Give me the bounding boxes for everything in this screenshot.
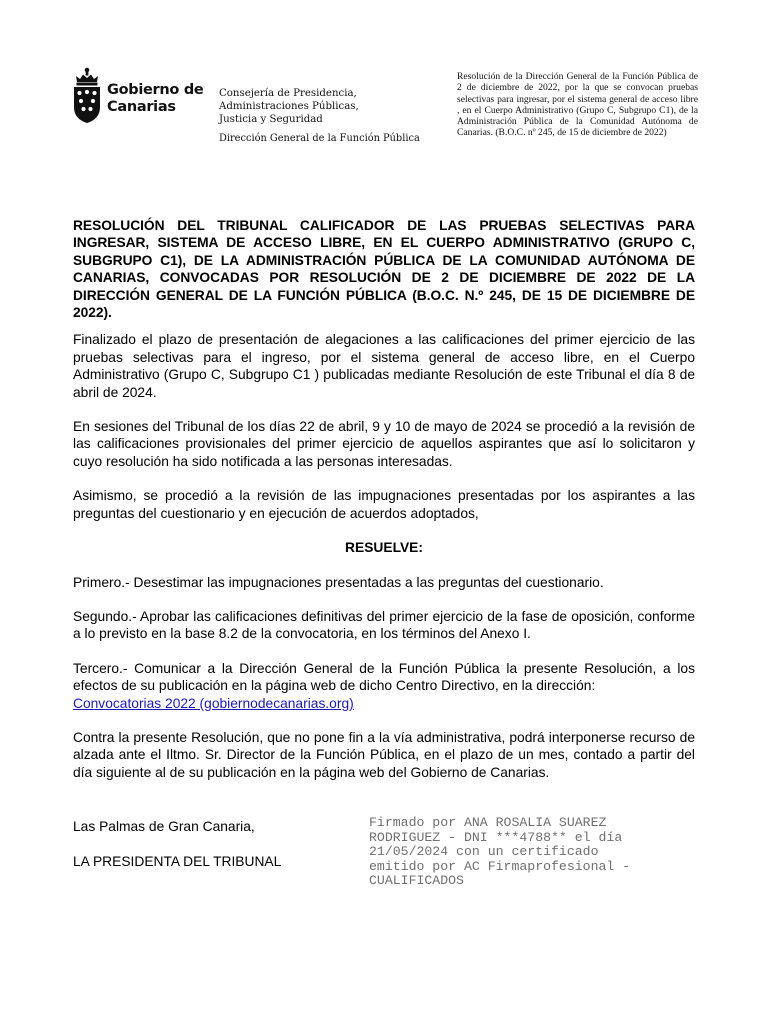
signing-place: Las Palmas de Gran Canaria, bbox=[73, 819, 255, 834]
canarias-coat-of-arms-icon bbox=[70, 66, 104, 124]
paragraph-1: Finalizado el plazo de presentación de alegaciones a las calificaciones del primer ejercicio de las pruebas selectivas para el ingreso, por el sistema general de acceso libre, en el Cuerpo Administrativo (Grupo C, Subgrupo C1 ) publicadas mediante Resolución de este Tribunal el día 8 de abril de 2024. bbox=[73, 332, 695, 400]
convocatorias-link[interactable]: Convocatorias 2022 (gobiernodecanarias.org) bbox=[73, 695, 354, 711]
document-body bbox=[73, 217, 695, 798]
resolution-tercero bbox=[73, 660, 695, 712]
recurso-paragraph: Contra la presente Resolución, que no pone fin a la vía administrativa, podrá interponerse recurso de alzada ante el Iltmo. Sr. Director de la Función Pública, en el plazo de un mes, contado a partir del día siguiente al de su publicación en la página web del Gobierno de Canarias. bbox=[73, 729, 695, 780]
document-title: RESOLUCIÓN DEL TRIBUNAL CALIFICADOR DE LAS PRUEBAS SELECTIVAS PARA INGRESAR, SISTEMA DE ACCESO LIBRE, EN EL CUERPO ADMINISTRATIVO (GRUPO C, SUBGRUPO C1), DE LA ADMINISTRACIÓN PÚBLICA DE LA COMUNIDAD AUTÓNOMA DE CANARIAS, CONVOCADAS POR RESOLUCIÓN DE 2 DE DICIEMBRE DE 2022 DE LA DIRECCIÓN GENERAL DE LA FUNCIÓN PÚBLICA (B.O.C. N.º 245, DE 15 DE DICIEMBRE DE 2022). bbox=[73, 218, 695, 321]
digital-signature-stamp: Firmado por ANA ROSALIA SUAREZ RODRIGUEZ - DNI ***4788** el día 21/05/2024 con un certificado emitido por AC Firmaprofesional - CUALIFICADOS bbox=[369, 815, 631, 889]
resolution-primero: Primero.- Desestimar las impugnaciones presentadas a las preguntas del cuestionario. bbox=[73, 574, 604, 590]
paragraph-3: Asimismo, se procedió a la revisión de las impugnaciones presentadas por los aspirantes a las preguntas del cuestionario y en ejecución de acuerdos adoptados, bbox=[73, 488, 695, 521]
logo-text: Gobierno de Canarias bbox=[107, 82, 204, 115]
paragraph-2: En sesiones del Tribunal de los días 22 de abril, 9 y 10 de mayo de 2024 se procedió a la revisión de las calificaciones provisionales del primer ejercicio de aquellos aspirantes que así lo solicitaron y cuyo resolución ha sido notificada a las personas interesadas. bbox=[73, 419, 695, 469]
consejeria-name: Consejería de Presidencia, Administraciones Públicas, Justicia y Seguridad bbox=[219, 88, 359, 125]
tercero-text: Tercero.- Comunicar a la Dirección General de la Función Pública la presente Resolución, a los efectos de su publicación en la página web de dicho Centro Directivo, en la dirección: bbox=[73, 660, 695, 694]
direccion-general-name: Dirección General de la Función Pública bbox=[219, 133, 420, 144]
resolution-segundo: Segundo.- Aprobar las calificaciones definitivas del primer ejercicio de la fase de oposición, conforme a lo previsto en la base 8.2 de la convocatoria, en los términos del Anexo I. bbox=[73, 608, 695, 642]
header-reference: Resolución de la Dirección General de la Función Pública de 2 de diciembre de 2022, por la que se convocan pruebas selectivas para ingresar, por el sistema general de acceso libre , en el Cuerpo Administrativo (Grupo C, Subgrupo C1), de la Administración Pública de la Comunidad Autónoma de Canarias. (B.O.C. nº 245, de 15 de diciembre de 2022) bbox=[457, 71, 698, 139]
signer-role: LA PRESIDENTA DEL TRIBUNAL bbox=[73, 854, 282, 869]
resuelve-heading: RESUELVE: bbox=[345, 540, 423, 556]
document-header bbox=[0, 0, 768, 170]
